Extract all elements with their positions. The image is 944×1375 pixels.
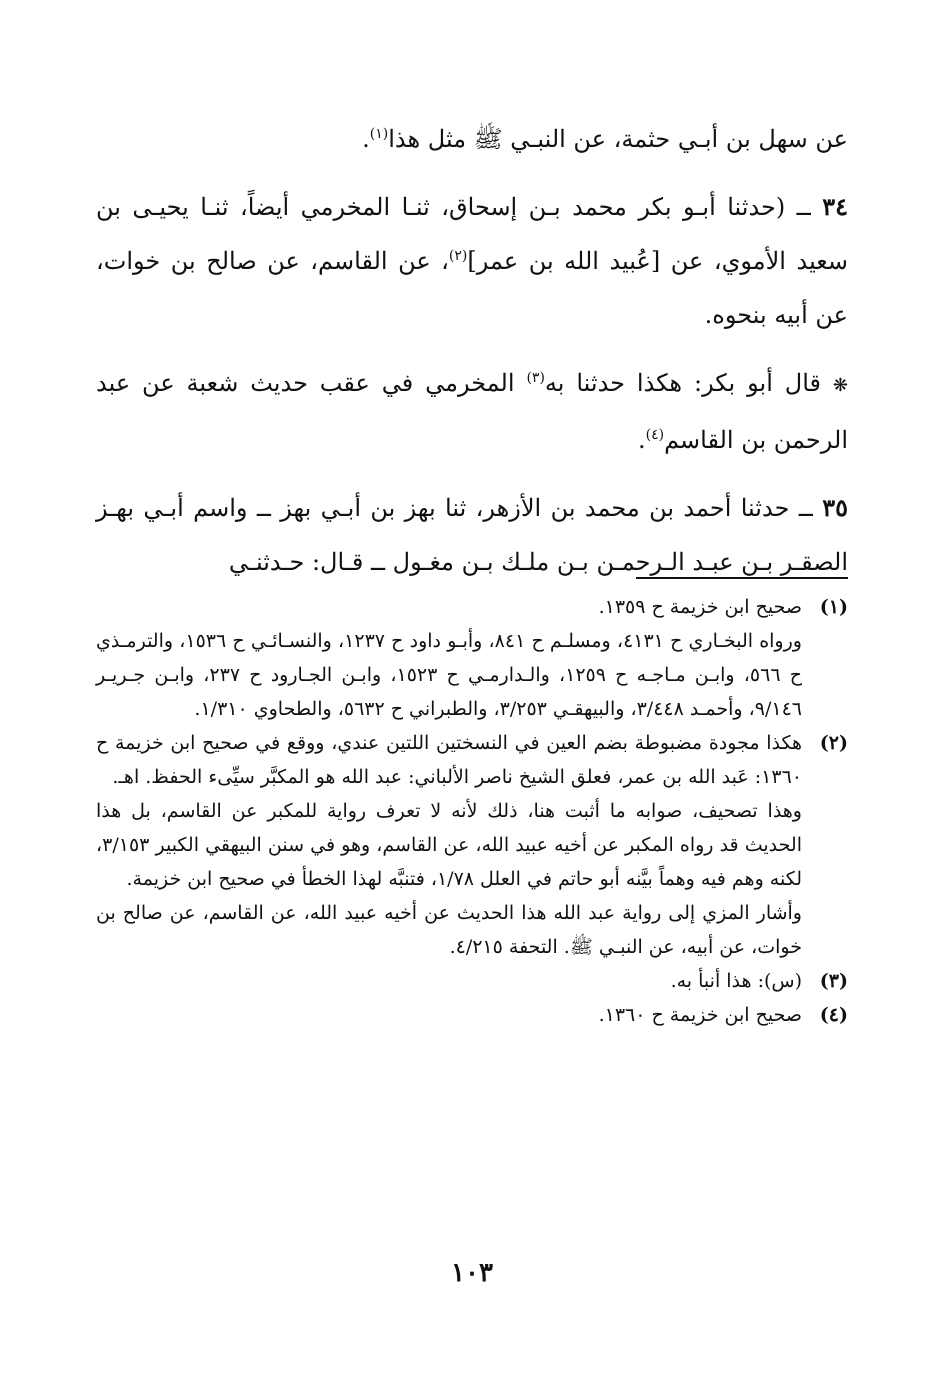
book-page [96,0,848,1375]
footnote-4 [96,998,848,1032]
hadith-34: ٣٤ ــ (حدثنا أبـو بكر محمد بـن إسحاق، ثنـا المخرمي أيضاً، ثنـا يحيـى بن سعيد الأموي، عن [عُبيد الله بن عمر]$^{(٢)}$، عن القاسم، عن صالح بن خوات، عن أبيه بنحوه. [96,192,848,329]
footnote-line: (س): هذا أنبأ به. [670,970,802,992]
footnote-line: ورواه البخـاري ح ٤١٣١، ومسلـم ح ٨٤١، وأبـو داود ح ١٢٣٧، والنسـائـي ح ١٥٣٦، والترمـذي ح ٥٦٦، وابـن مـاجـه ح ١٢٥٩، والـدارمـي ح ١٥٢٣، وابـن الجـارود ح ٢٣٧، وابـن جـريـر ٩/١٤٦، وأحمـد ٣/٤٤٨، والبيهقـي ٣/٢٥٣، والطبراني ح ٥٦٣٢، والطحاوي ١/٣١٠. [96,630,802,720]
paragraph-continuation: عن سهل بن أبـي حثمة، عن النبـي ﷺ مثل هذا$^{(١)}$. [362,125,848,153]
footnote-number: (١) [819,596,848,618]
footnote-separator [636,577,848,579]
hadith-number: ٣٥ [822,493,848,522]
footnote-ref-3[interactable]: (٣) [526,370,545,386]
author-comment: ❋ قال أبو بكر: هكذا حدثنا به$^{(٣)}$ المخرمي في عقب حديث شعبة عن عبد الرحمن بن القاسم$^{(٤)}$. [96,369,848,454]
footnote-ref-4[interactable]: (٤) [645,427,665,443]
footnote-2 [96,726,848,964]
hadith-number: ٣٤ [822,192,848,221]
footnote-number: (٢) [819,732,848,754]
footnote-ref-1[interactable]: (١) [369,126,389,142]
footnote-3 [96,964,848,998]
footnote-line: صحيح ابن خزيمة ح ١٣٥٩. [598,596,802,618]
footnote-line: هكذا مجودة مضبوطة بضم العين في النسختين اللتين عندي، ووقع في صحيح ابن خزيمة ح ١٣٦٠: عَبد الله بن عمر، فعلق الشيخ ناصر الألباني: عبد الله هو المكبَّر سيِّىء الحفظ. اهـ. [96,732,802,788]
footnote-number: (٣) [819,970,848,992]
footnote-number: (٤) [819,1004,848,1026]
page-number: ١٠٣ [451,1258,493,1288]
main-text-body [96,112,848,603]
footnote-ref-2[interactable]: (٢) [448,248,468,264]
footnote-line: وهذا تصحيف، صوابه ما أثبت هنا، ذلك لأنه لا تعرف رواية للمكبر عن القاسم، بل هذا الحديث قد رواه المكبر عن أخيه عبيد الله، عن القاسم، وهو في سنن البيهقي الكبير ٣/١٥٣، لكنه وهم فيه وهماً بيَّنه أبو حاتم في العلل ١/٧٨، فتنبَّه لهذا الخطأ في صحيح ابن خزيمة. [96,800,802,890]
footnote-line: صحيح ابن خزيمة ح ١٣٦٠. [598,1004,802,1026]
footnotes-section [96,590,848,1032]
footnote-line: وأشار المزي إلى رواية عبد الله هذا الحديث عن أخيه عبيد الله، عن القاسم، عن صالح بن خوات، عن أبيه، عن النبـي ﷺ. التحفة ٤/٢١٥. [96,902,802,958]
asterisk-icon: ❋ [832,375,848,396]
footnote-1 [96,590,848,726]
hadith-35: ٣٥ ــ حدثنا أحمد بن محمد بن الأزهر، ثنا بهز بن أبـي بهز ــ واسم أبـي بهـز الصقـر بـن عبـد الـرحمـن بـن ملـك بـن مغـول ــ قـال: حـدثنـي [96,493,848,576]
